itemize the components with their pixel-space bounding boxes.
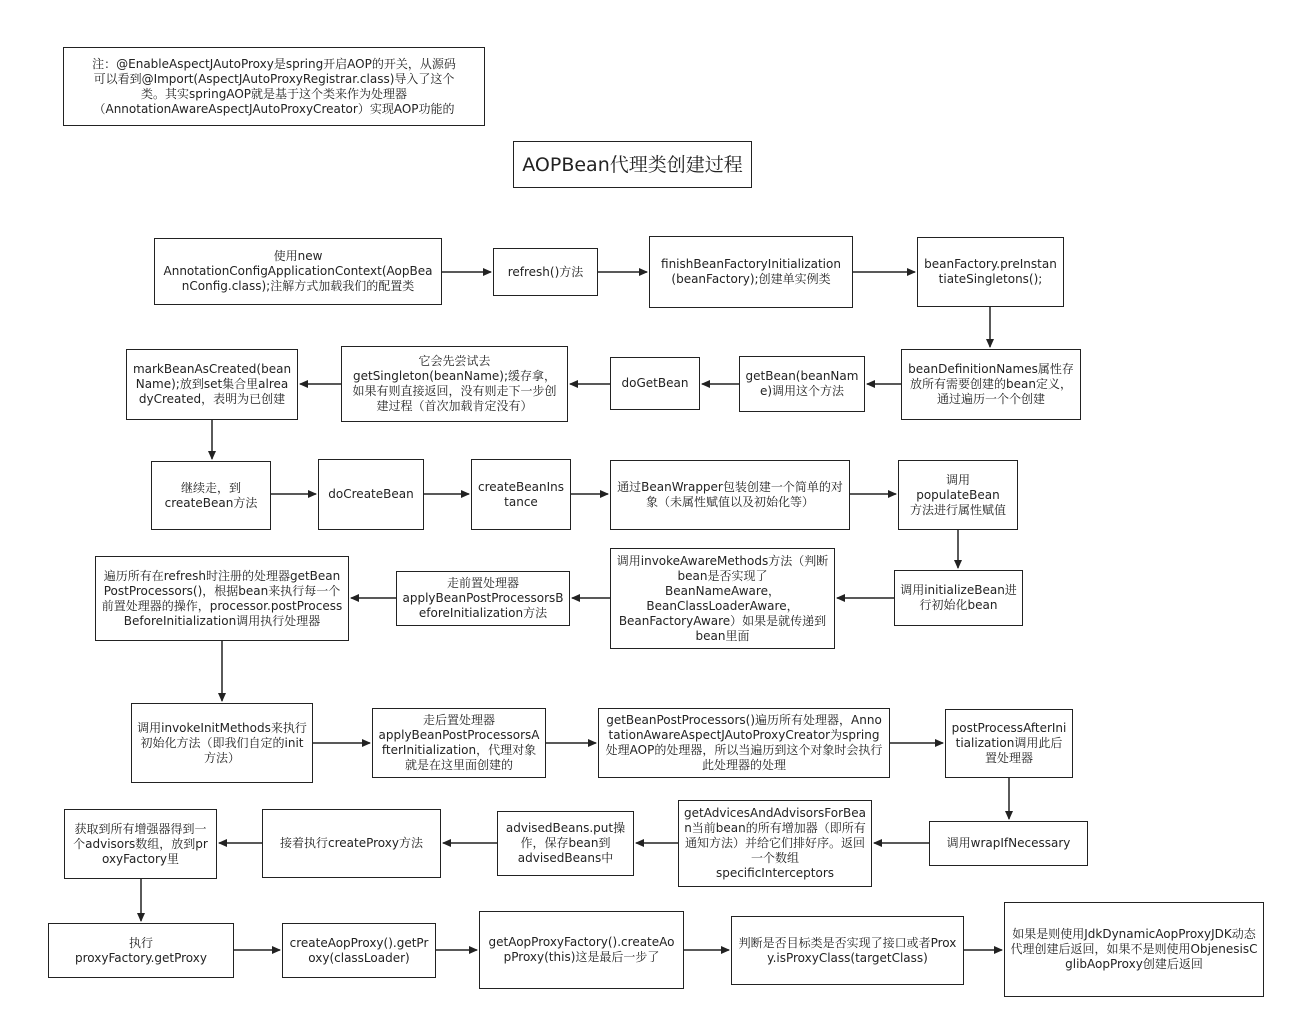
node-label: 走前置处理器 applyBeanPostProcessorsBeforeInitialization方法 xyxy=(402,576,564,620)
diagram-title xyxy=(513,141,752,188)
node-30 xyxy=(479,911,684,989)
node-29 xyxy=(282,923,436,978)
node-31 xyxy=(731,916,964,985)
node-label: 遍历所有在refresh时注册的处理器getBeanPostProcessors()，根据bean来执行每一个前置处理器的操作，processor.postProcessBeforeInitialization调用执行处理器 xyxy=(101,568,343,628)
node-19 xyxy=(131,703,313,783)
node-7 xyxy=(610,357,700,410)
node-label: getBeanPostProcessors()遍历所有处理器，AnnotationAwareAspectJAutoProxyCreator为spring处理AOP的处理器，所以当遍历到这个对象时会执行此处理器的处理 xyxy=(605,713,883,772)
node-13 xyxy=(610,460,850,530)
node-label: 调用 populateBean 方法进行属性赋值 xyxy=(909,472,1006,517)
node-label: postProcessAfterInitialization调用此后置处理器 xyxy=(951,721,1067,765)
node-label: getAopProxyFactory().createAopProxy(this)这是最后一步了 xyxy=(488,935,675,964)
node-label: 继续走，到 createBean方法 xyxy=(164,480,258,510)
node-label: 调用initializeBean进行初始化bean xyxy=(900,583,1017,612)
node-label: getBean(beanName)调用这个方法 xyxy=(745,369,859,398)
node-label: createAopProxy().getProxy(classLoader) xyxy=(289,935,429,965)
node-23 xyxy=(929,821,1088,866)
node-label: 它会先尝试去 getSingleton(beanName);缓存拿，如果有则直接返回，没有则走下一步创建过程（首次加载肯定没有） xyxy=(352,354,557,413)
node-24 xyxy=(678,800,872,887)
node-26 xyxy=(262,809,441,878)
node-25 xyxy=(497,811,634,876)
node-15 xyxy=(894,570,1023,626)
node-8 xyxy=(341,346,568,422)
node-22 xyxy=(945,709,1073,778)
node-27 xyxy=(64,809,217,879)
node-label: 调用invokeInitMethods来执行初始化方法（即我们自定的init方法） xyxy=(137,720,307,765)
node-label: beanDefinitionNames属性存放所有需要创建的bean定义，通过遍历一个个创建 xyxy=(908,362,1074,406)
node-label: beanFactory.preInstantiateSingletons(); xyxy=(924,257,1057,286)
note-text: 注：@EnableAspectJAutoProxy是spring开启AOP的开关，从源码 可以看到@Import(AspectJAutoProxyRegistrar.class)导入了这个 类。其实springAOP就是基于这个类来作为处理器 （AnnotationAwareAspectJAutoProxyCreator）实现AOP功能的 xyxy=(92,56,456,116)
node-label: markBeanAsCreated(beanName);放到set集合里alreadyCreated，表明为已创建 xyxy=(132,362,292,406)
node-label: finishBeanFactoryInitialization(beanFactory);创建单实例类 xyxy=(661,257,841,286)
node-4 xyxy=(917,237,1064,307)
node-1 xyxy=(154,238,442,305)
node-label: doGetBean xyxy=(621,376,689,390)
node-16 xyxy=(610,548,835,649)
node-label: 接着执行createProxy方法 xyxy=(280,836,423,850)
node-label: doCreateBean xyxy=(328,487,414,501)
node-label: refresh()方法 xyxy=(507,264,584,279)
note-box xyxy=(63,47,485,126)
node-28 xyxy=(48,923,234,978)
title-text: AOPBean代理类创建过程 xyxy=(522,153,743,176)
node-20 xyxy=(372,708,546,778)
node-label: advisedBeans.put操作，保存bean到 advisedBeans中 xyxy=(505,821,626,865)
node-12 xyxy=(471,459,571,530)
node-21 xyxy=(598,708,890,778)
node-label: 调用wrapIfNecessary xyxy=(946,836,1071,850)
node-label: 通过BeanWrapper包装创建一个简单的对象（未属性赋值以及初始化等） xyxy=(617,480,843,509)
node-18 xyxy=(95,556,349,641)
node-32 xyxy=(1004,902,1264,997)
node-label: 判断是否目标类是否实现了接口或者Proxy.isProxyClass(targetClass) xyxy=(738,935,957,965)
node-14 xyxy=(898,460,1018,530)
node-11 xyxy=(318,459,424,530)
node-10 xyxy=(151,461,271,530)
node-2 xyxy=(493,248,598,296)
node-label: 如果是则使用JdkDynamicAopProxyJDK动态代理创建后返回，如果不是则使用ObjenesisCglibAopProxy创建后返回 xyxy=(1010,927,1258,971)
node-label: 执行 proxyFactory.getProxy xyxy=(75,935,207,965)
node-17 xyxy=(396,571,570,626)
node-label: createBeanInstance xyxy=(477,479,565,509)
node-label: 获取到所有增强器得到一个advisors数组，放到proxyFactory里 xyxy=(73,821,208,866)
node-label: 调用invokeAwareMethods方法（判断bean是否实现了 BeanNameAware， BeanClassLoaderAware， BeanFactoryAware）如果是就传递到bean里面 xyxy=(616,553,829,643)
node-6 xyxy=(739,356,865,412)
node-label: 使用new AnnotationConfigApplicationContext(AopBeanConfig.class);注解方式加载我们的配置类 xyxy=(163,249,433,293)
node-5 xyxy=(901,349,1081,420)
node-9 xyxy=(126,349,298,420)
node-3 xyxy=(649,236,853,308)
node-label: getAdvicesAndAdvisorsForBean当前bean的所有增加器（即所有通知方法）并给它们排好序。返回一个数组 specificInterceptors xyxy=(684,806,866,880)
node-label: 走后置处理器 applyBeanPostProcessorsAfterInitialization，代理对象就是在这里面创建的 xyxy=(378,713,540,772)
